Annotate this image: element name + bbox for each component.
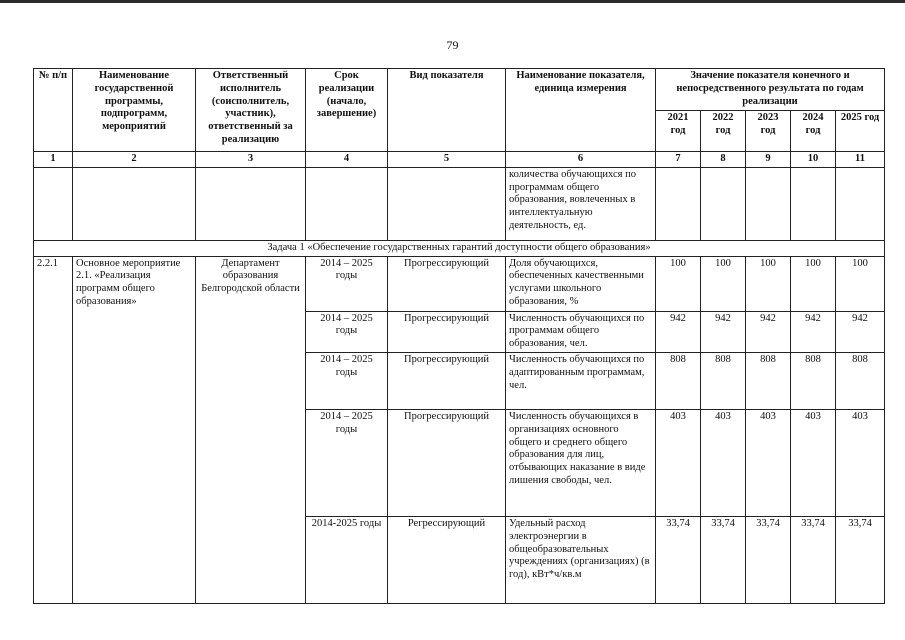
empty-cell — [836, 167, 885, 240]
header-year: 2024 год — [791, 111, 836, 152]
period-cell: 2014-2025 годы — [306, 516, 388, 603]
empty-cell — [34, 167, 73, 240]
period-cell: 2014 – 2025 годы — [306, 311, 388, 352]
indicator-name-cell: Численность обучающихся по адаптированным программам, чел. — [506, 352, 656, 409]
column-number: 7 — [656, 152, 701, 168]
column-number: 11 — [836, 152, 885, 168]
task-title: Задача 1 «Обеспечение государственных гарантий доступности общего образования» — [34, 240, 885, 256]
value-cell: 808 — [656, 352, 701, 409]
task-row — [34, 240, 885, 256]
header-program-name: Наименование государственной программы, подпрограмм, мероприятий — [73, 69, 196, 152]
value-cell: 33,74 — [656, 516, 701, 603]
value-cell: 942 — [836, 311, 885, 352]
column-number: 1 — [34, 152, 73, 168]
indicator-name-cell: Доля обучающихся, обеспеченных качественными услугами школьного образования, % — [506, 256, 656, 311]
period-cell: 2014 – 2025 годы — [306, 409, 388, 516]
empty-cell — [791, 167, 836, 240]
value-cell: 942 — [791, 311, 836, 352]
page-number: 79 — [446, 38, 459, 52]
empty-cell — [656, 167, 701, 240]
column-number: 4 — [306, 152, 388, 168]
empty-cell — [73, 167, 196, 240]
header-year: 2025 год — [836, 111, 885, 152]
header-year: 2021 год — [656, 111, 701, 152]
column-number: 5 — [388, 152, 506, 168]
value-cell: 33,74 — [836, 516, 885, 603]
item-executor: Департамент образования Белгородской области — [196, 256, 306, 603]
indicators-table — [33, 68, 885, 604]
value-cell: 100 — [836, 256, 885, 311]
column-number: 2 — [73, 152, 196, 168]
indicator-name-cell: Численность обучающихся в организациях основного общего и среднего общего образования для лиц, отбывающих наказание в виде лишения свободы, чел. — [506, 409, 656, 516]
value-cell: 100 — [791, 256, 836, 311]
value-cell: 942 — [746, 311, 791, 352]
value-cell: 403 — [701, 409, 746, 516]
column-number: 8 — [701, 152, 746, 168]
top-border-line — [0, 0, 905, 3]
table-row — [34, 167, 885, 240]
value-cell: 403 — [791, 409, 836, 516]
header-year: 2022 год — [701, 111, 746, 152]
column-number: 9 — [746, 152, 791, 168]
indicator-type-cell: Регрессирующий — [388, 516, 506, 603]
column-number: 10 — [791, 152, 836, 168]
header-executor: Ответственный исполнитель (соисполнитель, участник), ответственный за реализацию — [196, 69, 306, 152]
item-number: 2.2.1 — [34, 256, 73, 603]
value-cell: 33,74 — [701, 516, 746, 603]
value-cell: 808 — [791, 352, 836, 409]
continuation-indicator-text: количества обучающихся по программам общего образования, вовлеченных в интеллектуальную деятельность, ед. — [506, 167, 656, 240]
value-cell: 808 — [746, 352, 791, 409]
value-cell: 403 — [656, 409, 701, 516]
column-number: 3 — [196, 152, 306, 168]
value-cell: 403 — [746, 409, 791, 516]
empty-cell — [196, 167, 306, 240]
table-row — [34, 256, 885, 311]
indicator-name-cell: Численность обучающихся по программам общего образования, чел. — [506, 311, 656, 352]
period-cell: 2014 – 2025 годы — [306, 256, 388, 311]
value-cell: 808 — [701, 352, 746, 409]
period-cell: 2014 – 2025 годы — [306, 352, 388, 409]
value-cell: 100 — [701, 256, 746, 311]
empty-cell — [746, 167, 791, 240]
empty-cell — [701, 167, 746, 240]
value-cell: 942 — [701, 311, 746, 352]
value-cell: 942 — [656, 311, 701, 352]
indicator-type-cell: Прогрессирующий — [388, 311, 506, 352]
header-period: Срок реализации (начало, завершение) — [306, 69, 388, 152]
item-name: Основное мероприятие 2.1. «Реализация программ общего образования» — [73, 256, 196, 603]
header-indicator-name: Наименование показателя, единица измерения — [506, 69, 656, 152]
value-cell: 100 — [656, 256, 701, 311]
indicator-type-cell: Прогрессирующий — [388, 352, 506, 409]
indicator-name-cell: Удельный расход электроэнергии в общеобразовательных учреждениях (организациях) (в год), кВт*ч/кв.м — [506, 516, 656, 603]
indicator-type-cell: Прогрессирующий — [388, 409, 506, 516]
header-values-group: Значение показателя конечного и непосредственного результата по годам реализации — [656, 69, 885, 111]
value-cell: 100 — [746, 256, 791, 311]
header-year: 2023 год — [746, 111, 791, 152]
empty-cell — [306, 167, 388, 240]
column-number: 6 — [506, 152, 656, 168]
value-cell: 33,74 — [791, 516, 836, 603]
empty-cell — [388, 167, 506, 240]
value-cell: 33,74 — [746, 516, 791, 603]
header-number: № п/п — [34, 69, 73, 152]
value-cell: 808 — [836, 352, 885, 409]
indicator-type-cell: Прогрессирующий — [388, 256, 506, 311]
header-indicator-type: Вид показателя — [388, 69, 506, 152]
value-cell: 403 — [836, 409, 885, 516]
